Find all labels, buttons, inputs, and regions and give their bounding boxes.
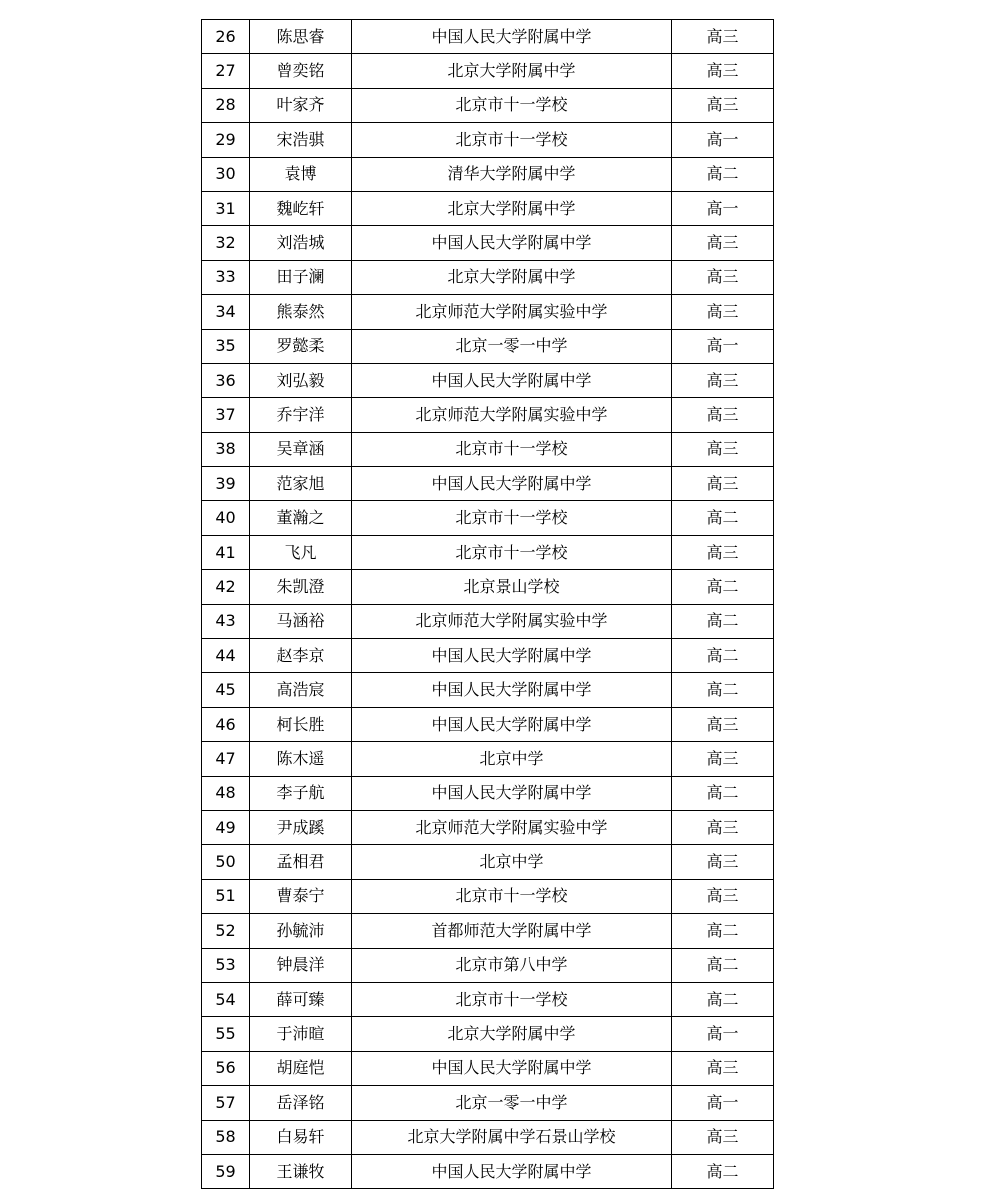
table-row: [202, 157, 774, 191]
school-name-cell: 中国人民大学附属中学: [352, 1154, 672, 1188]
school-name-cell: 北京市十一学校: [352, 879, 672, 913]
student-name-cell: 陈思睿: [250, 20, 352, 54]
school-name-cell: 中国人民大学附属中学: [352, 20, 672, 54]
grade-cell: 高三: [672, 707, 774, 741]
table-row: [202, 742, 774, 776]
table-row: [202, 88, 774, 122]
table-row: [202, 329, 774, 363]
row-number-cell: 57: [202, 1086, 250, 1120]
student-name-cell: 田子澜: [250, 260, 352, 294]
table-row: [202, 295, 774, 329]
table-row: [202, 776, 774, 810]
student-name-cell: 袁博: [250, 157, 352, 191]
row-number-cell: 37: [202, 398, 250, 432]
student-name-cell: 刘浩城: [250, 226, 352, 260]
grade-cell: 高三: [672, 363, 774, 397]
school-name-cell: 北京大学附属中学: [352, 260, 672, 294]
row-number-cell: 49: [202, 810, 250, 844]
student-name-cell: 薛可臻: [250, 982, 352, 1016]
grade-cell: 高一: [672, 329, 774, 363]
school-name-cell: 北京市十一学校: [352, 535, 672, 569]
table-row: [202, 398, 774, 432]
roster-table: [201, 19, 774, 1189]
school-name-cell: 中国人民大学附属中学: [352, 467, 672, 501]
student-name-cell: 白易轩: [250, 1120, 352, 1154]
grade-cell: 高二: [672, 604, 774, 638]
table-row: [202, 604, 774, 638]
row-number-cell: 41: [202, 535, 250, 569]
row-number-cell: 50: [202, 845, 250, 879]
school-name-cell: 中国人民大学附属中学: [352, 707, 672, 741]
row-number-cell: 45: [202, 673, 250, 707]
row-number-cell: 28: [202, 88, 250, 122]
table-row: [202, 914, 774, 948]
school-name-cell: 北京师范大学附属实验中学: [352, 295, 672, 329]
school-name-cell: 北京景山学校: [352, 570, 672, 604]
grade-cell: 高三: [672, 810, 774, 844]
grade-cell: 高二: [672, 639, 774, 673]
row-number-cell: 36: [202, 363, 250, 397]
grade-cell: 高二: [672, 982, 774, 1016]
grade-cell: 高二: [672, 1154, 774, 1188]
school-name-cell: 北京师范大学附属实验中学: [352, 398, 672, 432]
student-name-cell: 朱凯澄: [250, 570, 352, 604]
grade-cell: 高一: [672, 1017, 774, 1051]
student-name-cell: 宋浩骐: [250, 123, 352, 157]
school-name-cell: 中国人民大学附属中学: [352, 776, 672, 810]
school-name-cell: 北京师范大学附属实验中学: [352, 810, 672, 844]
table-row: [202, 535, 774, 569]
table-row: [202, 673, 774, 707]
student-name-cell: 于沛暄: [250, 1017, 352, 1051]
student-name-cell: 飞凡: [250, 535, 352, 569]
student-name-cell: 尹成蹊: [250, 810, 352, 844]
row-number-cell: 29: [202, 123, 250, 157]
table-row: [202, 20, 774, 54]
student-name-cell: 魏屹轩: [250, 191, 352, 225]
grade-cell: 高二: [672, 570, 774, 604]
student-name-cell: 高浩宸: [250, 673, 352, 707]
grade-cell: 高二: [672, 157, 774, 191]
row-number-cell: 54: [202, 982, 250, 1016]
row-number-cell: 26: [202, 20, 250, 54]
row-number-cell: 44: [202, 639, 250, 673]
student-name-cell: 陈木遥: [250, 742, 352, 776]
school-name-cell: 北京一零一中学: [352, 1086, 672, 1120]
row-number-cell: 27: [202, 54, 250, 88]
row-number-cell: 30: [202, 157, 250, 191]
grade-cell: 高三: [672, 845, 774, 879]
row-number-cell: 53: [202, 948, 250, 982]
student-name-cell: 刘弘毅: [250, 363, 352, 397]
student-name-cell: 岳泽铭: [250, 1086, 352, 1120]
student-name-cell: 柯长胜: [250, 707, 352, 741]
student-name-cell: 孟相君: [250, 845, 352, 879]
school-name-cell: 北京市十一学校: [352, 88, 672, 122]
row-number-cell: 35: [202, 329, 250, 363]
grade-cell: 高三: [672, 295, 774, 329]
row-number-cell: 43: [202, 604, 250, 638]
table-row: [202, 191, 774, 225]
school-name-cell: 北京师范大学附属实验中学: [352, 604, 672, 638]
table-row: [202, 879, 774, 913]
row-number-cell: 34: [202, 295, 250, 329]
school-name-cell: 北京市第八中学: [352, 948, 672, 982]
student-name-cell: 曹泰宁: [250, 879, 352, 913]
row-number-cell: 51: [202, 879, 250, 913]
school-name-cell: 中国人民大学附属中学: [352, 639, 672, 673]
student-name-cell: 孙毓沛: [250, 914, 352, 948]
table-row: [202, 260, 774, 294]
table-row: [202, 226, 774, 260]
school-name-cell: 中国人民大学附属中学: [352, 673, 672, 707]
grade-cell: 高三: [672, 1120, 774, 1154]
student-name-cell: 马涵裕: [250, 604, 352, 638]
table-row: [202, 810, 774, 844]
school-name-cell: 中国人民大学附属中学: [352, 1051, 672, 1085]
student-name-cell: 熊泰然: [250, 295, 352, 329]
table-row: [202, 570, 774, 604]
school-name-cell: 北京一零一中学: [352, 329, 672, 363]
table-row: [202, 948, 774, 982]
row-number-cell: 40: [202, 501, 250, 535]
table-row: [202, 982, 774, 1016]
row-number-cell: 33: [202, 260, 250, 294]
school-name-cell: 北京大学附属中学: [352, 191, 672, 225]
student-name-cell: 吴章涵: [250, 432, 352, 466]
row-number-cell: 55: [202, 1017, 250, 1051]
table-row: [202, 639, 774, 673]
school-name-cell: 北京大学附属中学: [352, 54, 672, 88]
table-row: [202, 54, 774, 88]
table-row: [202, 1154, 774, 1188]
row-number-cell: 38: [202, 432, 250, 466]
row-number-cell: 58: [202, 1120, 250, 1154]
grade-cell: 高二: [672, 914, 774, 948]
grade-cell: 高三: [672, 226, 774, 260]
grade-cell: 高一: [672, 123, 774, 157]
school-name-cell: 清华大学附属中学: [352, 157, 672, 191]
school-name-cell: 北京大学附属中学石景山学校: [352, 1120, 672, 1154]
grade-cell: 高三: [672, 467, 774, 501]
school-name-cell: 北京市十一学校: [352, 501, 672, 535]
table-row: [202, 1051, 774, 1085]
student-name-cell: 钟晨洋: [250, 948, 352, 982]
table-row: [202, 123, 774, 157]
row-number-cell: 39: [202, 467, 250, 501]
table-row: [202, 467, 774, 501]
row-number-cell: 59: [202, 1154, 250, 1188]
school-name-cell: 北京市十一学校: [352, 432, 672, 466]
student-name-cell: 乔宇洋: [250, 398, 352, 432]
table-row: [202, 1017, 774, 1051]
grade-cell: 高三: [672, 398, 774, 432]
table-row: [202, 432, 774, 466]
row-number-cell: 48: [202, 776, 250, 810]
grade-cell: 高二: [672, 948, 774, 982]
student-name-cell: 胡庭恺: [250, 1051, 352, 1085]
grade-cell: 高三: [672, 879, 774, 913]
grade-cell: 高二: [672, 673, 774, 707]
student-name-cell: 李子航: [250, 776, 352, 810]
row-number-cell: 47: [202, 742, 250, 776]
school-name-cell: 北京中学: [352, 845, 672, 879]
table-row: [202, 845, 774, 879]
student-name-cell: 王谦牧: [250, 1154, 352, 1188]
grade-cell: 高二: [672, 501, 774, 535]
grade-cell: 高三: [672, 88, 774, 122]
grade-cell: 高一: [672, 191, 774, 225]
school-name-cell: 中国人民大学附属中学: [352, 363, 672, 397]
student-name-cell: 董瀚之: [250, 501, 352, 535]
student-name-cell: 叶家齐: [250, 88, 352, 122]
student-name-cell: 范家旭: [250, 467, 352, 501]
student-name-cell: 赵李京: [250, 639, 352, 673]
table-row: [202, 1120, 774, 1154]
table-row: [202, 363, 774, 397]
grade-cell: 高三: [672, 20, 774, 54]
row-number-cell: 32: [202, 226, 250, 260]
school-name-cell: 北京市十一学校: [352, 123, 672, 157]
row-number-cell: 52: [202, 914, 250, 948]
school-name-cell: 北京市十一学校: [352, 982, 672, 1016]
grade-cell: 高三: [672, 535, 774, 569]
student-name-cell: 曾奕铭: [250, 54, 352, 88]
student-name-cell: 罗懿柔: [250, 329, 352, 363]
grade-cell: 高三: [672, 432, 774, 466]
school-name-cell: 北京中学: [352, 742, 672, 776]
grade-cell: 高三: [672, 54, 774, 88]
row-number-cell: 31: [202, 191, 250, 225]
grade-cell: 高三: [672, 742, 774, 776]
roster-table-body: [202, 20, 774, 1189]
school-name-cell: 首都师范大学附属中学: [352, 914, 672, 948]
grade-cell: 高一: [672, 1086, 774, 1120]
row-number-cell: 46: [202, 707, 250, 741]
table-row: [202, 1086, 774, 1120]
grade-cell: 高三: [672, 1051, 774, 1085]
row-number-cell: 42: [202, 570, 250, 604]
school-name-cell: 北京大学附属中学: [352, 1017, 672, 1051]
grade-cell: 高二: [672, 776, 774, 810]
school-name-cell: 中国人民大学附属中学: [352, 226, 672, 260]
row-number-cell: 56: [202, 1051, 250, 1085]
table-row: [202, 707, 774, 741]
grade-cell: 高三: [672, 260, 774, 294]
table-row: [202, 501, 774, 535]
